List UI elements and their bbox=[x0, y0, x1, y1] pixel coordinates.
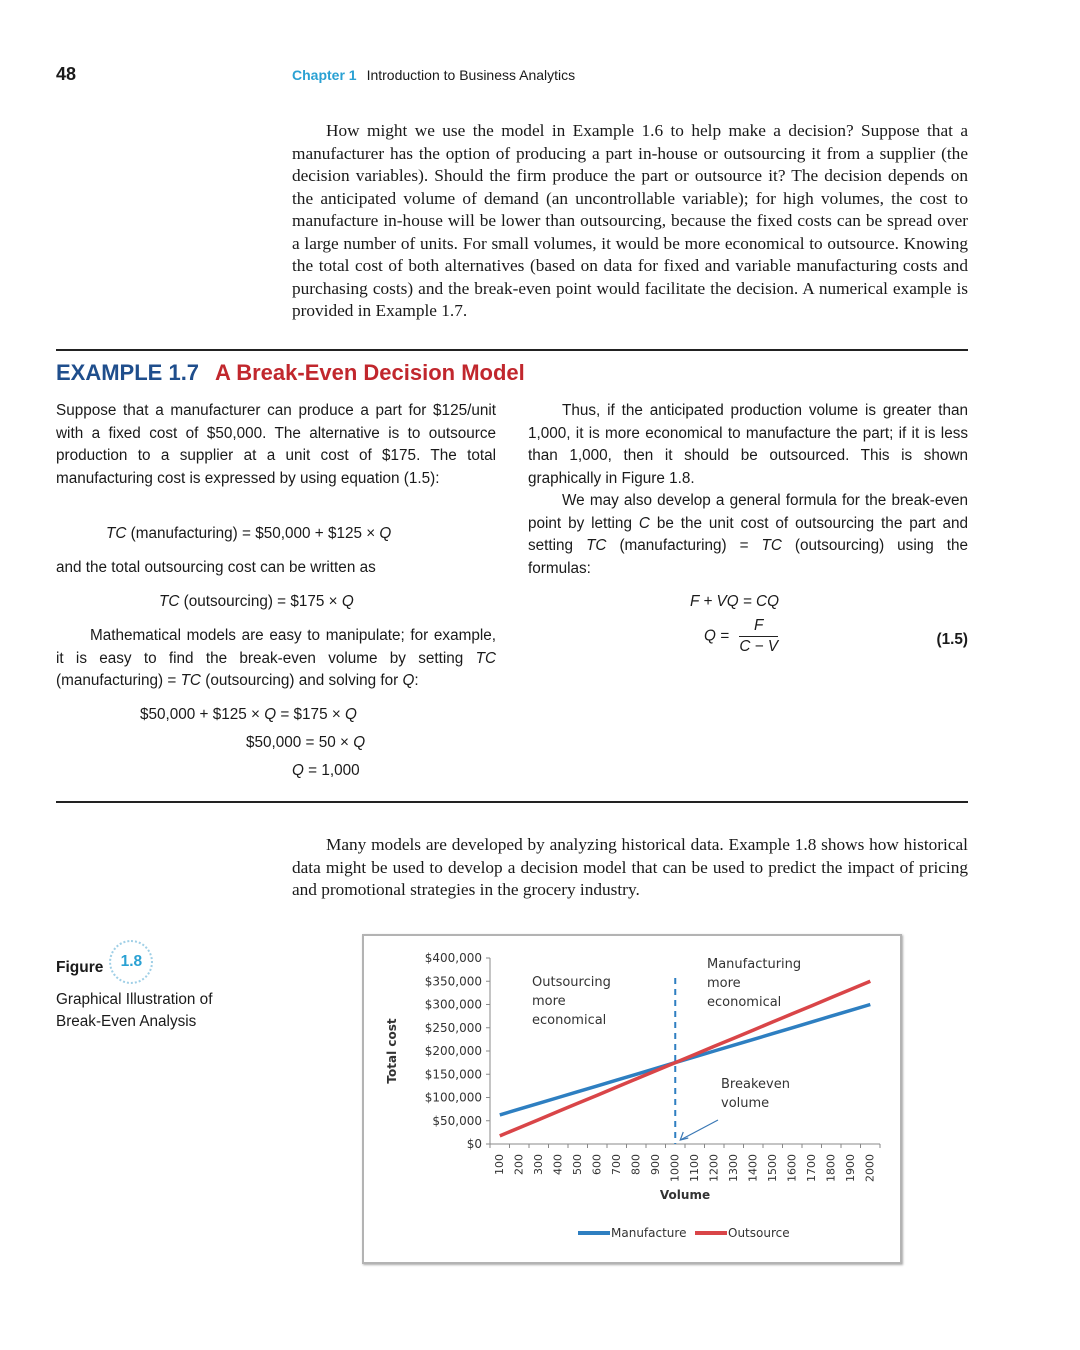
example-number: EXAMPLE 1.7 bbox=[56, 360, 200, 385]
equation-tc-manufacturing: TC (manufacturing) = $50,000 + $125 × Q bbox=[106, 525, 392, 542]
closing-paragraph: Many models are developed by analyzing historical data. Example 1.8 shows how historical data might be used to develop a decision model that can be used to predict the impact of pricing and promotional strategies in the grocery industry. bbox=[292, 835, 968, 899]
x-tick-label: 900 bbox=[648, 1154, 662, 1175]
example-right-column bbox=[528, 400, 968, 670]
x-tick-label: 1500 bbox=[765, 1154, 779, 1182]
figure-label: Figure 1.8 bbox=[56, 952, 153, 984]
left-paragraph-3: Mathematical models are easy to manipulate; for example, it is easy to find the break-even volume by setting TC (manufacturing) = TC (outsourcing) and solving for Q: bbox=[56, 627, 496, 689]
x-tick-label: 1400 bbox=[746, 1154, 760, 1182]
chapter-label: Chapter 1 bbox=[292, 67, 357, 83]
x-tick-label: 1000 bbox=[668, 1154, 682, 1182]
annotation-manufacturing-economical: Manufacturing bbox=[707, 957, 802, 972]
example-top-rule bbox=[56, 349, 968, 351]
example-title: A Break-Even Decision Model bbox=[215, 360, 525, 385]
x-axis-title: Volume bbox=[659, 1188, 711, 1202]
x-tick-label: 2000 bbox=[863, 1154, 877, 1182]
x-tick-label: 700 bbox=[609, 1154, 623, 1175]
formula-breakeven-equality: F + VQ = CQ bbox=[690, 593, 779, 610]
annotation-breakeven-volume: Breakeven bbox=[721, 1077, 790, 1092]
running-head bbox=[292, 67, 575, 83]
x-tick-label: 200 bbox=[512, 1154, 526, 1175]
x-tick-label: 300 bbox=[531, 1154, 545, 1175]
y-tick-label: $200,000 bbox=[424, 1044, 482, 1058]
equation-breakeven-result: Q = 1,000 bbox=[292, 762, 360, 779]
x-tick-label: 800 bbox=[629, 1154, 643, 1175]
annotation-breakeven-volume: volume bbox=[721, 1096, 770, 1111]
annotation-outsourcing-economical: Outsourcing bbox=[532, 975, 611, 990]
equation-breakeven-setup: $50,000 + $125 × Q = $175 × Q bbox=[140, 706, 357, 723]
x-tick-label: 1800 bbox=[824, 1154, 838, 1182]
right-paragraph-2: We may also develop a general formula for the break-even point by letting C be the unit cost of outsourcing the part and setting TC (manufacturing) = TC (outsourcing) using the formulas: bbox=[528, 492, 969, 577]
page-number: 48 bbox=[56, 64, 77, 84]
x-tick-label: 1100 bbox=[687, 1154, 701, 1182]
equation-tc-outsourcing: TC (outsourcing) = $175 × Q bbox=[159, 593, 354, 610]
x-tick-label: 1300 bbox=[726, 1154, 740, 1182]
figure-caption: Graphical Illustration of Break-Even Analysis bbox=[56, 991, 213, 1030]
x-tick-label: 1700 bbox=[804, 1154, 818, 1182]
x-tick-label: 100 bbox=[492, 1154, 506, 1175]
breakeven-pointer-arrow bbox=[680, 1120, 718, 1140]
y-tick-label: $400,000 bbox=[424, 951, 482, 965]
chapter-title: Introduction to Business Analytics bbox=[366, 67, 576, 83]
legend-label-manufacture: Manufacture bbox=[611, 1226, 687, 1240]
breakeven-chart-svg bbox=[364, 936, 900, 1262]
left-paragraph-2: and the total outsourcing cost can be written as bbox=[56, 559, 376, 576]
y-tick-label: $300,000 bbox=[424, 997, 482, 1012]
y-tick-label: $50,000 bbox=[432, 1113, 482, 1128]
y-tick-label: $150,000 bbox=[424, 1067, 482, 1082]
breakeven-chart bbox=[362, 934, 902, 1264]
y-axis-title: Total cost bbox=[385, 1018, 399, 1084]
example-heading bbox=[56, 360, 525, 386]
intro-paragraph: How might we use the model in Example 1.6 to help make a decision? Suppose that a manufacturer has the option of producing a part in-house or outsourcing it from a supplier (the decision variables). Should the firm produce the part or outsource it? The decision depends on the anticipated volume of demand (an uncontrollable variable); for high volumes, the cost to manufacture in-house will be lower than outsourcing, because the fixed costs can be spread over a large number of units. For small volumes, it would be more economical to outsource. Knowing the total cost of both alternatives (based on data for fixed and variable manufacturing costs and purchasing costs) and the break-even point would facilitate the decision. A numerical example is provided in Example 1.7. bbox=[292, 121, 968, 320]
annotation-manufacturing-economical: more bbox=[707, 976, 741, 991]
x-tick-label: 500 bbox=[570, 1154, 584, 1175]
x-tick-label: 1900 bbox=[843, 1154, 857, 1182]
annotation-manufacturing-economical: economical bbox=[707, 995, 782, 1010]
x-tick-label: 1600 bbox=[785, 1154, 799, 1182]
annotation-outsourcing-economical: more bbox=[532, 994, 566, 1009]
y-tick-label: $100,000 bbox=[424, 1090, 482, 1105]
x-tick-label: 1200 bbox=[707, 1154, 721, 1182]
y-tick-label: $0 bbox=[466, 1137, 482, 1151]
example-left-column bbox=[56, 400, 496, 790]
right-paragraph-1: Thus, if the anticipated production volume is greater than 1,000, it is more economical to manufacture the part; if it is less than 1,000, then it should be outsourced. This is shown graphically in Figure 1.8. bbox=[528, 402, 968, 487]
left-paragraph-1: Suppose that a manufacturer can produce a part for $125/unit with a fixed cost of $50,000. The alternative is to outsource production to a supplier at a unit cost of $175. The total manufacturing cost is expressed by using equation (1.5): bbox=[56, 402, 496, 487]
legend-label-outsource: Outsource bbox=[728, 1226, 790, 1240]
x-tick-label: 600 bbox=[590, 1154, 604, 1175]
formula-fraction: $\frac{F}{C - V}$ bbox=[739, 617, 779, 655]
annotation-outsourcing-economical: economical bbox=[532, 1013, 607, 1028]
y-tick-label: $350,000 bbox=[424, 974, 482, 989]
equation-breakeven-simplified: $50,000 = 50 × Q bbox=[246, 734, 366, 751]
example-bottom-rule bbox=[56, 801, 968, 803]
figure-number: 1.8 bbox=[109, 940, 153, 984]
x-tick-label: 400 bbox=[551, 1154, 565, 1175]
formula-breakeven-q: Q = $\frac{F}{C - V}$ bbox=[704, 617, 779, 655]
y-tick-label: $250,000 bbox=[424, 1020, 482, 1035]
formula-number: (1.5) bbox=[936, 631, 968, 648]
